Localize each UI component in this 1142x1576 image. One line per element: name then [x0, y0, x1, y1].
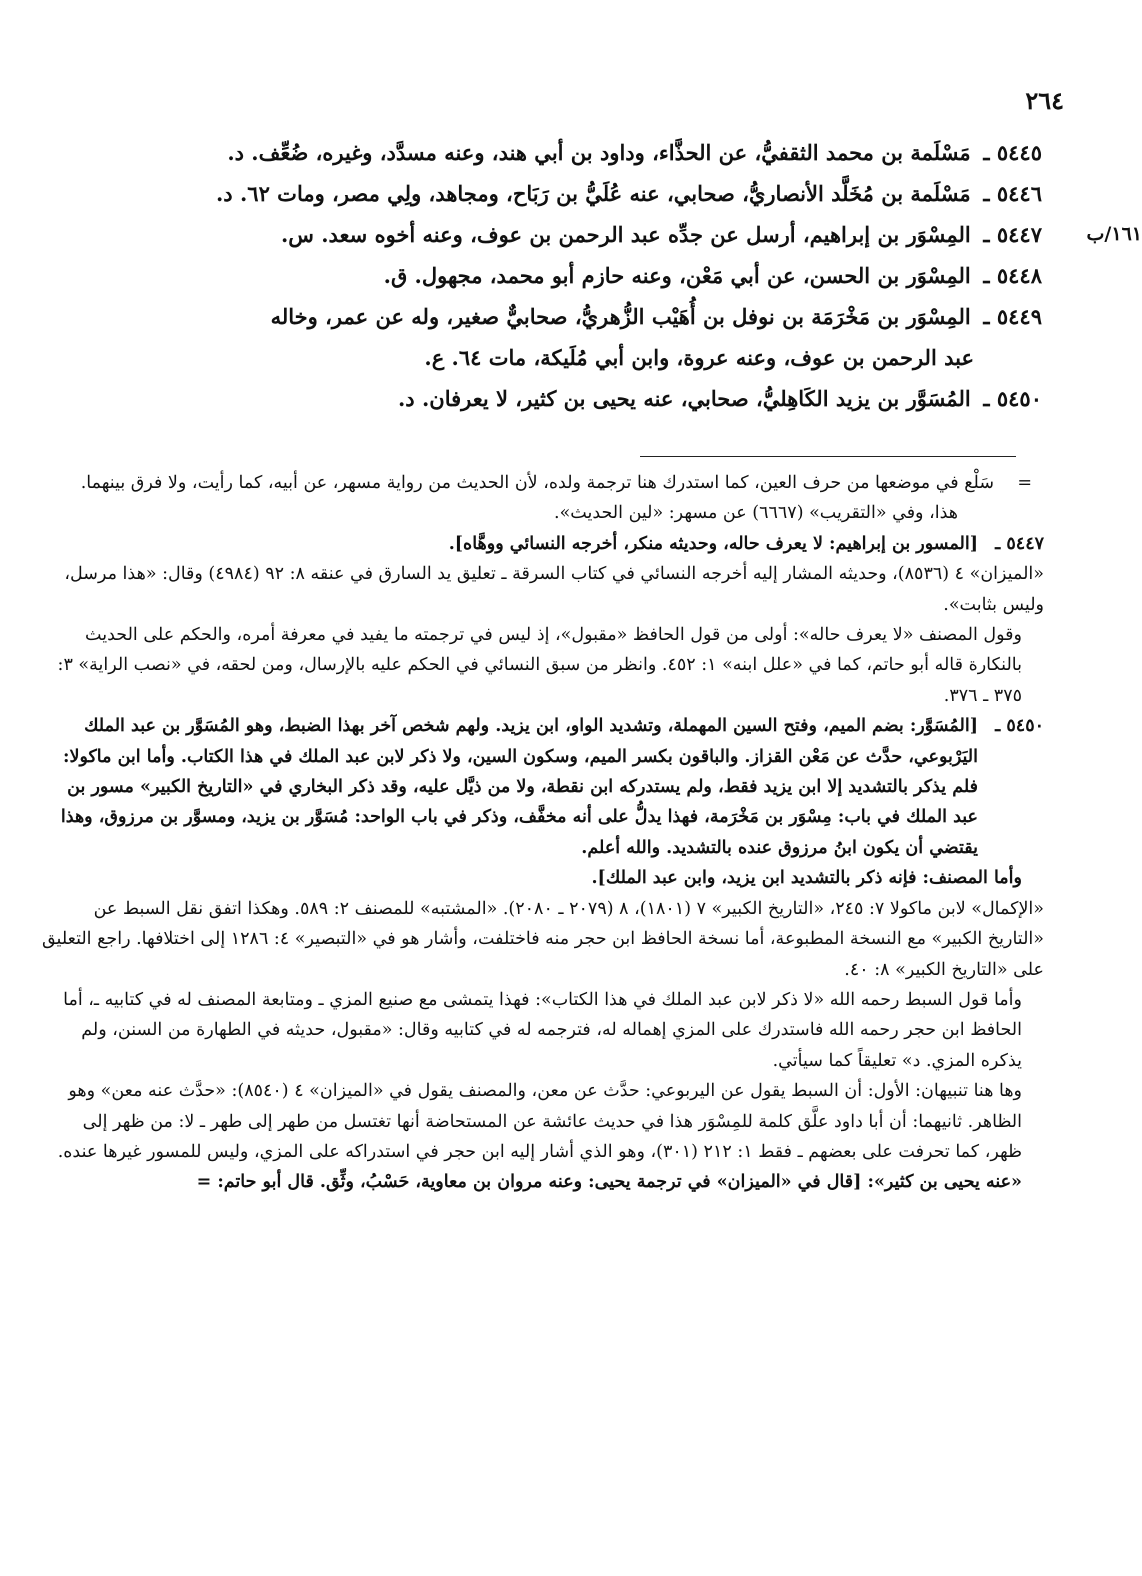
entry-text: المِسْوَر بن الحسن، عن أبي مَعْن، وعنه حازم أبو محمد، مجهول. ق.	[383, 263, 971, 288]
main-text	[30, 132, 1142, 419]
entry-text: المِسْوَر بن إبراهيم، أرسل عن جدِّه عبد الرحمن بن عوف، وعنه أخوه سعد. س.	[280, 222, 971, 247]
footnote-paragraph: وها هنا تنبيهان: الأول: أن السبط يقول عن اليربوعي: حدَّث عن معن، والمصنف يقول في «الميزان» ٤ (٨٥٤٠): «حدَّث عنه معن» وهو الظاهر. ثانيهما: أن أبا داود علَّق كلمة للمِسْوَر هذا في حديث عائشة عن المستحاضة أنها تغتسل من طهر إلى طهر ـ لا: من ظهر إلى ظهر، كما تحرفت على بعضهم ـ فقط ١: ٢١٢ (٣٠١)، وهو الذي أشار إليه ابن حجر في استدراكه على المزي، وليس للمسور غيرها عنده.	[57, 1081, 1022, 1162]
footnote-number: ٥٤٥٠ ـ	[995, 716, 1044, 737]
footnote-number: ٥٤٤٧ ـ	[995, 533, 1044, 554]
entry-number: ٥٤٤٥ ـ	[983, 140, 1042, 165]
footnote-heading: [المُسَوَّر: بضم الميم، وفتح السين المهملة، وتشديد الواو، ابن يزيد. ولهم شخص آخر بهذا الضبط، وهو المُسَوَّر بن عبد الملك اليَرْبوعي، حدَّث عن مَعْن القزاز. والباقون بكسر الميم، وسكون السين، ولا ذكر لابن عبد الملك في هذا الكتاب. وأما ابن ماكولا: فلم يذكر بالتشديد إلا ابن يزيد فقط، ولم يستدركه ابن نقطة، ولا من ذيَّل عليه، وقد ذكر البخاري في «التاريخ الكبير» مسور بن عبد الملك في باب: مِسْوَر بن مَخْرَمة، فهذا يدلُّ على أنه مخفَّف، وذكر في باب الواحد: مُسَوَّر بن يزيد، ومسوَّر بن مرزوق، وهذا يقتضي أن يكون ابنُ مرزوق عنده بالتشديد. والله أعلم.	[60, 716, 978, 858]
footnote-paragraph: «الإكمال» لابن ماكولا ٧: ٢٤٥، «التاريخ الكبير» ٧ (١٨٠١)، ٨ (٢٠٧٩ ـ ٢٠٨٠). «المشتبه» للمصنف ٢: ٥٨٩. وهكذا اتفق نقل السبط عن «التاريخ الكبير» مع النسخة المطبوعة، أما نسخة الحافظ ابن حجر منه فاختلفت، وأشار هو في «التبصير» ٤: ١٢٨٦ إلى اختلافها. راجع التعليق على «التاريخ الكبير» ٨: ٤٠.	[41, 898, 1044, 980]
footnote-paragraph: هذا، وفي «التقريب» (٦٦٦٧) عن مسهر: «لين الحديث».	[554, 503, 958, 524]
entry-5445	[30, 132, 1042, 173]
footnote-paragraph: «الميزان» ٤ (٨٥٣٦)، وحديثه المشار إليه أخرجه النسائي في كتاب السرقة ـ تعليق يد السارق في عنقه ٨: ٩٢ (٤٩٨٤) وقال: «هذا مرسل، وليس بثابت».	[64, 564, 1044, 615]
entry-number: ٥٤٤٧ ـ	[983, 222, 1042, 247]
entry-text: مَسْلَمة بن مُخَلَّد الأنصاريُّ، صحابي، عنه عُلَيُّ بن رَبَاح، ومجاهد، ولِي مصر، ومات ٦٢. د.	[216, 181, 971, 206]
entry-number: ٥٤٤٨ ـ	[983, 263, 1042, 288]
entry-number: ٥٤٤٦ ـ	[983, 181, 1042, 206]
footnotes	[40, 468, 1044, 1198]
footnote-paragraph: «عنه يحيى بن كثير»: [قال في «الميزان» في ترجمة يحيى: وعنه مروان بن معاوية، حَسْبُ، وثِّق. قال أبو حاتم: =	[196, 1172, 1022, 1193]
entry-text: المُسَوَّر بن يزيد الكَاهِليُّ، صحابي، عنه يحيى بن كثير، لا يعرفان. د.	[397, 386, 971, 411]
entry-5450	[30, 378, 1042, 419]
footnote-5447	[40, 529, 1044, 559]
entry-text: مَسْلَمة بن محمد الثقفيُّ، عن الحذَّاء، وداود بن أبي هند، وعنه مسدَّد، وغيره، ضُعِّف. د.	[227, 140, 971, 165]
footnote-paragraph: وأما قول السبط رحمه الله «لا ذكر لابن عبد الملك في هذا الكتاب»: فهذا يتمشى مع صنيع المزي ـ ومتابعة المصنف له في كتابيه ـ، أما الحافظ ابن حجر رحمه الله فاستدرك على المزي إهماله له، فترجمه له في كتابيه وقال: «مقبول، حديثه في الطهارة من السنن، ولم يذكره المزي. د» تعليقاً كما سيأتي.	[63, 989, 1022, 1071]
footnote-separator	[640, 456, 1016, 457]
continuation-mark: =	[1017, 473, 1032, 493]
entry-number: ٥٤٤٩ ـ	[983, 304, 1042, 329]
footnote-paragraph: وقول المصنف «لا يعرف حاله»: أولى من قول الحافظ «مقبول»، إذ ليس في ترجمته ما يفيد في معرفة أمره، والحكم على الحديث بالنكارة قاله أبو حاتم، كما في «علل ابنه» ١: ٤٥٢. وانظر من سبق النسائي في الحكم عليه بالإرسال، ومن لحقه، في «نصب الراية» ٣: ٣٧٥ ـ ٣٧٦.	[57, 625, 1022, 706]
footnote-heading: [المسور بن إبراهيم: لا يعرف حاله، وحديثه منكر، أخرجه النسائي ووهَّاه].	[448, 533, 978, 554]
entry-5447	[30, 214, 1142, 255]
entry-number: ٥٤٥٠ ـ	[983, 386, 1042, 411]
entry-text: المِسْوَر بن مَخْرَمَة بن نوفل بن أُهَيْب الزُّهريُّ، صحابيٌّ صغير، وله عن عمر، وخاله	[270, 304, 971, 329]
entry-5449	[30, 296, 1042, 378]
page-number: ٢٦٤	[1025, 86, 1064, 115]
footnote-5450	[40, 711, 1044, 863]
footnote-text: سَلْع في موضعها من حرف العين، كما استدرك هنا ترجمة ولده، لأن الحديث من رواية مسهر، عن أبيه، كما رأيت، ولا فرق بينهما.	[80, 473, 994, 493]
entry-5446	[30, 173, 1042, 214]
footnote-continued	[40, 468, 1044, 498]
footnote-paragraph: وأما المصنف: فإنه ذكر بالتشديد ابن يزيد، وابن عبد الملك].	[591, 868, 1022, 889]
entry-continuation: عبد الرحمن بن عوف، وعنه عروة، وابن أبي مُلَيكة، مات ٦٤. ع.	[424, 345, 974, 370]
entry-5448	[30, 255, 1042, 296]
margin-folio-note: ١٦١/ب	[1086, 223, 1142, 245]
